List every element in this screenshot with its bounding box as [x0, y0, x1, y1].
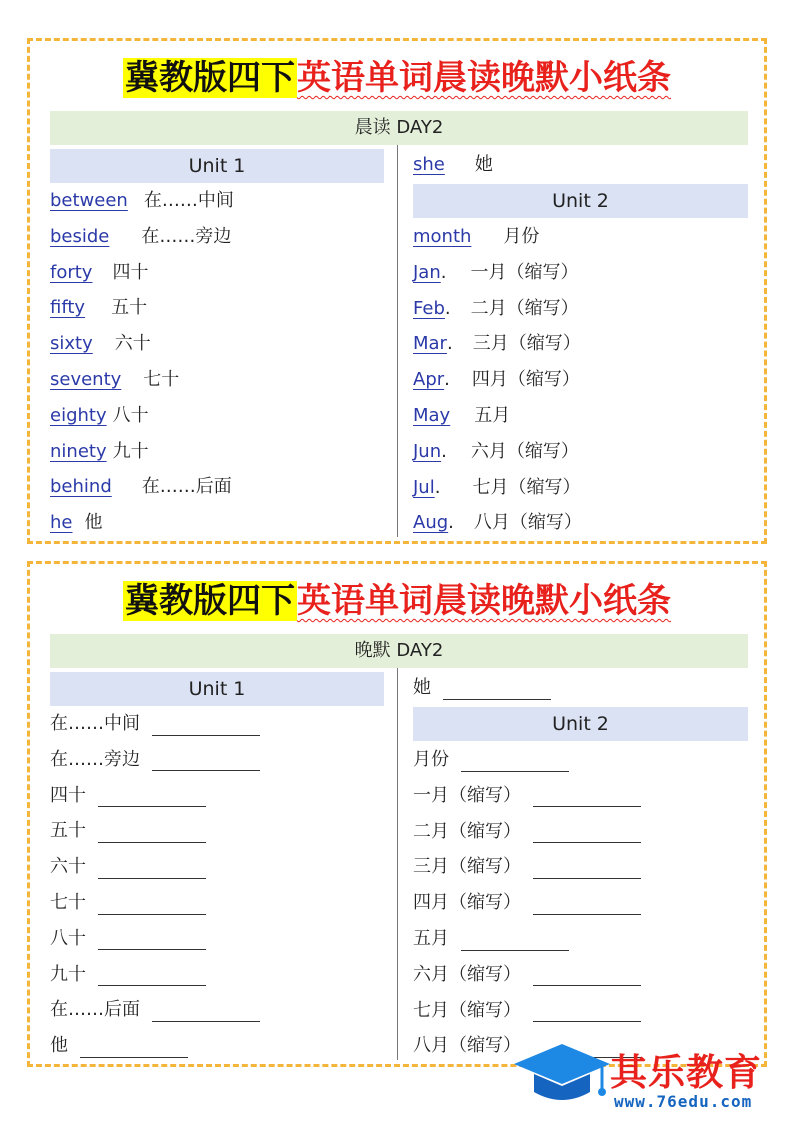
english-word: Mar — [413, 333, 447, 355]
dictation-row — [50, 957, 380, 993]
answer-blank[interactable] — [533, 892, 641, 915]
abbr-dot: . — [446, 333, 453, 355]
english-word: forty — [50, 261, 93, 283]
word-row — [413, 470, 743, 506]
dictation-row — [50, 778, 380, 814]
word-row — [413, 255, 743, 291]
answer-blank[interactable] — [461, 749, 569, 772]
answer-blank[interactable] — [98, 963, 206, 986]
answer-blank[interactable] — [98, 856, 206, 879]
title-rest: 英语单词晨读晚默小纸条 — [297, 581, 671, 621]
english-word: she — [413, 154, 445, 175]
dictation-row — [50, 849, 380, 885]
dictation-row — [50, 921, 380, 957]
chinese-prompt: 四十 — [50, 784, 86, 806]
chinese-prompt: 六月（缩写） — [413, 963, 521, 985]
chinese-meaning: 六月（缩写） — [470, 440, 579, 462]
chinese-prompt: 七月（缩写） — [413, 999, 521, 1021]
english-word: Jul — [413, 476, 435, 498]
english-word: fifty — [50, 297, 86, 319]
answer-blank[interactable] — [533, 784, 641, 807]
chinese-meaning: 在……中间 — [143, 190, 234, 211]
dictation-row — [413, 778, 743, 814]
word-row — [50, 505, 380, 541]
answer-blank[interactable] — [98, 892, 206, 915]
english-word: seventy — [50, 369, 122, 390]
chinese-prompt: 九十 — [50, 963, 86, 985]
abbr-dot: . — [448, 512, 454, 534]
chinese-meaning: 月份 — [503, 226, 540, 247]
card-title — [30, 51, 764, 105]
chinese-prompt: 在……中间 — [50, 713, 140, 734]
chinese-prompt: 在……后面 — [50, 999, 140, 1021]
column-divider — [397, 668, 398, 1060]
word-row — [413, 434, 743, 470]
english-word: Jan — [413, 261, 441, 283]
dictation-row — [50, 813, 380, 849]
answer-blank[interactable] — [98, 927, 206, 950]
day-banner: 晨读 DAY2 — [50, 111, 748, 145]
chinese-prompt: 八十 — [50, 927, 86, 949]
dictation-row — [50, 1028, 380, 1064]
chinese-meaning: 八月（缩写） — [473, 512, 582, 534]
english-word: Apr — [413, 369, 445, 391]
chinese-meaning: 二月（缩写） — [470, 297, 579, 319]
graduation-cap-icon — [510, 1040, 620, 1116]
dictation-row — [50, 992, 380, 1028]
english-word: beside — [50, 225, 110, 247]
answer-blank[interactable] — [98, 784, 206, 807]
dictation-row — [413, 993, 743, 1029]
chinese-prompt: 月份 — [413, 749, 449, 770]
dictation-row — [413, 921, 743, 957]
title-highlight: 冀教版四下 — [125, 58, 295, 98]
word-row — [413, 362, 743, 398]
chinese-prompt: 五月 — [413, 928, 449, 949]
chinese-meaning: 七月（缩写） — [472, 476, 581, 498]
dictation-row — [413, 670, 743, 706]
chinese-prompt: 四月（缩写） — [413, 892, 521, 914]
chinese-prompt: 八月（缩写） — [413, 1035, 521, 1057]
answer-blank[interactable] — [98, 820, 206, 843]
brand-logo — [510, 1040, 790, 1116]
dictation-row — [413, 742, 743, 778]
answer-blank[interactable] — [80, 1035, 188, 1058]
word-row — [50, 398, 380, 434]
dictation-row — [413, 814, 743, 850]
dictation-row — [50, 706, 380, 742]
word-row — [50, 219, 380, 255]
chinese-prompt: 他 — [50, 1035, 68, 1057]
english-word: ninety — [50, 440, 107, 462]
answer-blank[interactable] — [533, 856, 641, 879]
chinese-meaning: 五十 — [111, 297, 148, 319]
english-word: month — [413, 226, 472, 247]
answer-blank[interactable] — [533, 963, 641, 986]
abbr-dot: . — [441, 440, 447, 462]
english-word: behind — [50, 476, 112, 498]
chinese-prompt: 七十 — [50, 892, 86, 913]
dictation-row — [50, 885, 380, 921]
dictation-row — [413, 885, 743, 921]
chinese-prompt: 在……旁边 — [50, 748, 140, 770]
brand-name: 其乐教育 — [610, 1051, 762, 1094]
chinese-meaning: 她 — [474, 154, 493, 175]
word-row — [413, 219, 743, 255]
word-row — [50, 434, 380, 470]
chinese-meaning: 六十 — [114, 333, 151, 355]
answer-blank[interactable] — [152, 748, 260, 771]
abbr-dot: . — [444, 369, 450, 391]
chinese-meaning: 一月（缩写） — [470, 261, 579, 283]
answer-blank[interactable] — [533, 999, 641, 1022]
chinese-meaning: 他 — [84, 512, 103, 534]
answer-blank[interactable] — [152, 999, 260, 1022]
chinese-prompt: 五十 — [50, 820, 86, 842]
english-word: sixty — [50, 333, 93, 355]
english-word: Feb — [413, 297, 445, 319]
chinese-meaning: 九十 — [112, 440, 149, 462]
abbr-dot: . — [434, 476, 441, 498]
card-title — [30, 574, 764, 628]
word-row — [413, 291, 743, 327]
unit2-header: Unit 2 — [413, 184, 748, 218]
dictation-row — [50, 742, 380, 778]
dictation-row — [413, 849, 743, 885]
word-row — [50, 255, 380, 291]
chinese-meaning: 七十 — [143, 369, 180, 390]
answer-blank[interactable] — [533, 820, 641, 843]
chinese-meaning: 四月（缩写） — [471, 369, 580, 391]
english-word: Aug — [413, 512, 449, 534]
chinese-prompt: 一月（缩写） — [413, 784, 521, 806]
chinese-meaning: 五月 — [474, 405, 511, 426]
english-word: May — [413, 405, 451, 426]
morning-card — [27, 38, 767, 544]
chinese-meaning: 在……旁边 — [141, 225, 232, 247]
word-row — [413, 505, 743, 541]
day-banner: 晚默 DAY2 — [50, 634, 748, 668]
word-row — [50, 326, 380, 362]
unit1-header: Unit 1 — [50, 149, 384, 183]
title-highlight: 冀教版四下 — [125, 581, 295, 621]
word-row — [50, 183, 380, 219]
evening-card — [27, 561, 767, 1067]
word-row — [413, 326, 743, 362]
english-word: Jun — [413, 440, 442, 462]
chinese-meaning: 在……后面 — [141, 476, 232, 498]
word-row — [413, 147, 743, 183]
chinese-prompt: 六十 — [50, 856, 86, 878]
brand-url: www.76edu.com — [614, 1092, 753, 1111]
abbr-dot: . — [444, 297, 451, 319]
word-row — [50, 469, 380, 505]
abbr-dot: . — [440, 261, 447, 283]
unit2-header: Unit 2 — [413, 707, 748, 741]
answer-blank[interactable] — [443, 677, 551, 700]
dictation-row — [413, 957, 743, 993]
unit1-header: Unit 1 — [50, 672, 384, 706]
answer-blank[interactable] — [461, 928, 569, 951]
english-word: he — [50, 512, 73, 534]
chinese-meaning: 四十 — [112, 261, 149, 283]
english-word: between — [50, 190, 128, 211]
english-word: eighty — [50, 404, 107, 426]
column-divider — [397, 145, 398, 537]
word-row — [50, 290, 380, 326]
title-rest: 英语单词晨读晚默小纸条 — [297, 58, 671, 98]
chinese-meaning: 八十 — [112, 404, 149, 426]
word-row — [413, 398, 743, 434]
chinese-prompt: 她 — [413, 677, 431, 698]
word-row — [50, 362, 380, 398]
chinese-meaning: 三月（缩写） — [472, 333, 581, 355]
chinese-prompt: 二月（缩写） — [413, 820, 521, 842]
chinese-prompt: 三月（缩写） — [413, 856, 521, 878]
answer-blank[interactable] — [152, 713, 260, 736]
